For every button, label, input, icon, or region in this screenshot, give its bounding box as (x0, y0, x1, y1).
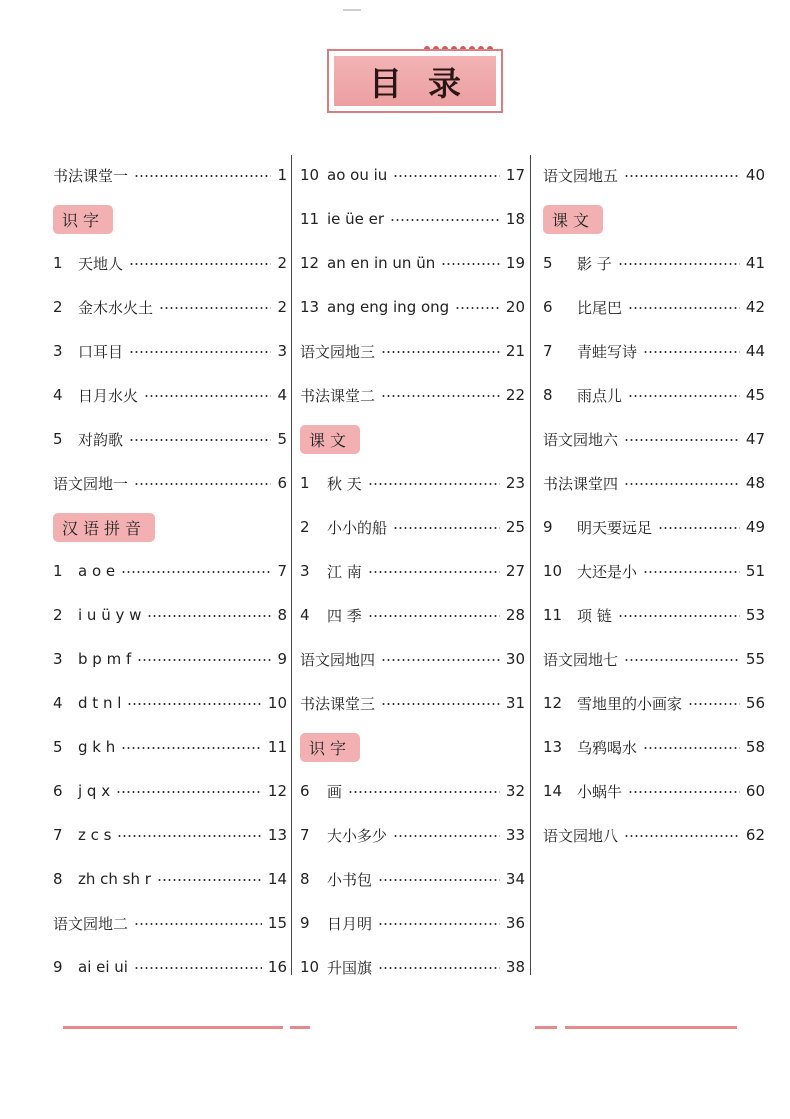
toc-entry[interactable] (543, 549, 765, 593)
toc-entry-number: 12 (543, 694, 563, 712)
toc-entry-number: 1 (53, 254, 63, 272)
toc-entry-label: 四 季 (327, 606, 362, 625)
toc-entry-page: 4 (277, 386, 287, 404)
toc-entry[interactable] (300, 153, 525, 197)
dot-leader (381, 703, 500, 705)
bottom-rule-right (565, 1026, 737, 1029)
toc-entry-page: 9 (277, 650, 287, 668)
dot-leader (127, 703, 262, 705)
toc-entry[interactable] (300, 813, 525, 857)
dot-leader (378, 967, 500, 969)
dot-leader (688, 703, 740, 705)
toc-entry-number: 5 (53, 738, 63, 756)
toc-entry-number: 13 (300, 298, 320, 316)
toc-entry[interactable] (543, 153, 765, 197)
toc-column-1 (53, 153, 287, 989)
toc-entry[interactable] (543, 373, 765, 417)
toc-entry-page: 23 (505, 474, 525, 492)
toc-entry-number: 4 (53, 386, 63, 404)
toc-entry-page: 10 (267, 694, 287, 712)
toc-entry-page: 38 (505, 958, 525, 976)
dot-leader (643, 747, 740, 749)
toc-entry-number: 6 (543, 298, 553, 316)
toc-entry-number: 10 (543, 562, 563, 580)
toc-entry-label: 语文园地五 (543, 166, 619, 185)
toc-entry-label: b p m f (78, 650, 132, 668)
toc-entry-number: 13 (543, 738, 563, 756)
section-badge: 课文 (300, 425, 360, 454)
toc-entry[interactable] (543, 285, 765, 329)
toc-entry-page: 33 (505, 826, 525, 844)
toc-entry[interactable] (543, 681, 765, 725)
toc-entry-label: d t n l (78, 694, 122, 712)
toc-entry-label: 大还是小 (577, 562, 638, 581)
toc-entry-page: 17 (505, 166, 525, 184)
dot-leader (147, 615, 271, 617)
toc-entry-number: 5 (543, 254, 553, 272)
toc-entry-label: 升国旗 (327, 958, 373, 977)
toc-entry[interactable] (300, 197, 525, 241)
dot-leader (134, 967, 262, 969)
toc-entry-label: 画 (327, 782, 343, 801)
toc-entry[interactable] (53, 725, 287, 769)
section-header (53, 505, 287, 549)
toc-entry-label: 雪地里的小画家 (577, 694, 683, 713)
toc-entry-number: 9 (300, 914, 310, 932)
toc-entry-number: 7 (543, 342, 553, 360)
toc-entry[interactable] (300, 945, 525, 989)
section-badge: 识字 (53, 205, 113, 234)
dot-leader (643, 351, 740, 353)
dot-leader (455, 307, 500, 309)
toc-entry-label: 金木水火土 (78, 298, 154, 317)
toc-entry-label: j q x (78, 782, 111, 800)
toc-entry-page: 7 (277, 562, 287, 580)
dot-leader (441, 263, 500, 265)
toc-entry-label: 语文园地三 (300, 342, 376, 361)
toc-entry[interactable] (53, 637, 287, 681)
toc-entry-label: g k h (78, 738, 116, 756)
toc-entry-label: 小蜗牛 (577, 782, 623, 801)
toc-entry-page: 44 (745, 342, 765, 360)
toc-entry-number: 12 (300, 254, 320, 272)
dot-leader (393, 527, 500, 529)
top-mark (343, 9, 361, 11)
section-header (543, 197, 765, 241)
toc-entry-label: 语文园地八 (543, 826, 619, 845)
toc-entry-number: 7 (300, 826, 310, 844)
toc-entry-page: 30 (505, 650, 525, 668)
section-header (53, 197, 287, 241)
toc-entry-page: 12 (267, 782, 287, 800)
toc-entry[interactable] (300, 461, 525, 505)
dot-leader (624, 483, 740, 485)
toc-entry-page: 13 (267, 826, 287, 844)
toc-entry-label: 雨点儿 (577, 386, 623, 405)
dot-leader (134, 483, 271, 485)
dot-leader (628, 307, 740, 309)
toc-entry-label: 语文园地四 (300, 650, 376, 669)
toc-entry[interactable] (53, 901, 287, 945)
toc-entry-page: 20 (505, 298, 525, 316)
toc-entry-label: 明天要远足 (577, 518, 653, 537)
toc-entry[interactable] (53, 813, 287, 857)
title-frame (327, 49, 503, 113)
toc-entry-label: 小小的船 (327, 518, 388, 537)
section-header (300, 725, 525, 769)
toc-entry-label: i u ü y w (78, 606, 142, 624)
toc-entry-page: 15 (267, 914, 287, 932)
toc-entry[interactable] (300, 857, 525, 901)
toc-entry-number: 8 (543, 386, 553, 404)
toc-entry-label: 对韵歌 (78, 430, 124, 449)
toc-entry-page: 62 (745, 826, 765, 844)
dot-leader (368, 615, 500, 617)
toc-entry-page: 27 (505, 562, 525, 580)
toc-entry-page: 19 (505, 254, 525, 272)
toc-entry-page: 6 (277, 474, 287, 492)
toc-entry-label: ao ou iu (327, 166, 388, 184)
dot-leader (129, 351, 271, 353)
toc-entry-label: 天地人 (78, 254, 124, 273)
toc-entry-page: 5 (277, 430, 287, 448)
toc-entry[interactable] (53, 329, 287, 373)
toc-entry-page: 47 (745, 430, 765, 448)
toc-entry-number: 8 (300, 870, 310, 888)
toc-entry-label: 书法课堂四 (543, 474, 619, 493)
section-header (300, 417, 525, 461)
dot-leader (628, 791, 740, 793)
dot-leader (624, 659, 740, 661)
bottom-rule-right-stub (535, 1026, 557, 1029)
section-badge: 汉语拼音 (53, 513, 155, 542)
toc-entry-number: 10 (300, 958, 320, 976)
dot-leader (368, 483, 500, 485)
column-divider-2 (530, 155, 531, 975)
toc-entry-label: 书法课堂一 (53, 166, 129, 185)
toc-entry-page: 34 (505, 870, 525, 888)
toc-column-2 (300, 153, 525, 989)
toc-entry[interactable] (53, 549, 287, 593)
title-banner (327, 43, 507, 115)
toc-entry-page: 31 (505, 694, 525, 712)
toc-entry[interactable] (53, 681, 287, 725)
dot-leader (378, 923, 500, 925)
toc-entry-page: 41 (745, 254, 765, 272)
toc-entry[interactable] (53, 241, 287, 285)
toc-entry-page: 55 (745, 650, 765, 668)
dot-leader (368, 571, 500, 573)
toc-entry-number: 9 (543, 518, 553, 536)
toc-entry-number: 11 (300, 210, 320, 228)
dot-leader (378, 879, 500, 881)
dot-leader (381, 395, 500, 397)
section-badge: 识字 (300, 733, 360, 762)
toc-entry-page: 1 (277, 166, 287, 184)
toc-entry[interactable] (300, 681, 525, 725)
toc-entry-label: an en in un ün (327, 254, 436, 272)
section-badge: 课文 (543, 205, 603, 234)
toc-entry-label: ie üe er (327, 210, 385, 228)
dot-leader (381, 659, 500, 661)
dot-leader (116, 791, 262, 793)
dot-leader (624, 835, 740, 837)
toc-entry-number: 14 (543, 782, 563, 800)
toc-entry-label: 口耳目 (78, 342, 124, 361)
dot-leader (134, 923, 262, 925)
toc-entry[interactable] (53, 593, 287, 637)
dot-leader (618, 615, 740, 617)
toc-entry-label: 日月明 (327, 914, 373, 933)
toc-entry-label: a o e (78, 562, 116, 580)
dot-leader (658, 527, 740, 529)
toc-entry-label: 大小多少 (327, 826, 388, 845)
toc-entry-page: 16 (267, 958, 287, 976)
toc-entry-page: 18 (505, 210, 525, 228)
toc-entry-number: 9 (53, 958, 63, 976)
dot-leader (134, 175, 271, 177)
toc-entry[interactable] (543, 769, 765, 813)
toc-entry-number: 3 (53, 342, 63, 360)
toc-entry-label: 书法课堂三 (300, 694, 376, 713)
toc-entry-number: 3 (53, 650, 63, 668)
toc-entry-page: 25 (505, 518, 525, 536)
toc-entry[interactable] (53, 153, 287, 197)
title-inner (334, 56, 496, 106)
toc-entry-label: z c s (78, 826, 112, 844)
toc-entry[interactable] (300, 549, 525, 593)
toc-entry-page: 58 (745, 738, 765, 756)
dot-leader (121, 747, 262, 749)
toc-entry[interactable] (543, 461, 765, 505)
toc-entry[interactable] (53, 373, 287, 417)
toc-entry[interactable] (543, 637, 765, 681)
bottom-rule-left (63, 1026, 283, 1029)
column-divider-1 (291, 155, 292, 975)
toc-entry-page: 2 (277, 298, 287, 316)
toc-entry-label: 青蛙写诗 (577, 342, 638, 361)
dot-leader (624, 175, 740, 177)
toc-entry-number: 1 (53, 562, 63, 580)
toc-entry[interactable] (543, 725, 765, 769)
toc-entry-number: 11 (543, 606, 563, 624)
toc-entry-number: 8 (53, 870, 63, 888)
toc-entry-label: 语文园地二 (53, 914, 129, 933)
toc-entry-page: 45 (745, 386, 765, 404)
toc-entry[interactable] (543, 417, 765, 461)
toc-entry[interactable] (300, 505, 525, 549)
toc-entry-number: 7 (53, 826, 63, 844)
toc-entry[interactable] (53, 945, 287, 989)
toc-entry[interactable] (300, 241, 525, 285)
toc-entry[interactable] (53, 857, 287, 901)
toc-entry-number: 3 (300, 562, 310, 580)
toc-entry[interactable] (300, 329, 525, 373)
toc-entry-page: 51 (745, 562, 765, 580)
toc-entry-page: 8 (277, 606, 287, 624)
dot-leader (381, 351, 500, 353)
dot-leader (121, 571, 271, 573)
toc-entry-number: 6 (300, 782, 310, 800)
toc-entry-page: 22 (505, 386, 525, 404)
toc-entry-number: 5 (53, 430, 63, 448)
toc-entry-number: 4 (53, 694, 63, 712)
dot-leader (159, 307, 271, 309)
toc-entry-page: 40 (745, 166, 765, 184)
toc-entry[interactable] (543, 505, 765, 549)
toc-entry-number: 6 (53, 782, 63, 800)
dot-leader (157, 879, 262, 881)
toc-entry-page: 49 (745, 518, 765, 536)
toc-entry-page: 11 (267, 738, 287, 756)
toc-entry[interactable] (53, 769, 287, 813)
toc-entry-page: 21 (505, 342, 525, 360)
dot-leader (348, 791, 500, 793)
toc-entry-label: ai ei ui (78, 958, 128, 976)
toc-entry-label: ang eng ing ong (327, 298, 450, 316)
toc-entry-label: 项 链 (577, 606, 612, 625)
dot-leader (618, 263, 740, 265)
dot-leader (137, 659, 271, 661)
toc-entry[interactable] (300, 769, 525, 813)
toc-entry-label: 乌鸦喝水 (577, 738, 638, 757)
toc-entry[interactable] (53, 285, 287, 329)
page-title: 目录 (369, 63, 487, 103)
toc-entry[interactable] (300, 373, 525, 417)
dot-leader (144, 395, 271, 397)
toc-entry-page: 53 (745, 606, 765, 624)
toc-entry[interactable] (543, 593, 765, 637)
toc-entry[interactable] (300, 593, 525, 637)
toc-entry-label: 比尾巴 (577, 298, 623, 317)
toc-entry-page: 56 (745, 694, 765, 712)
toc-entry-page: 28 (505, 606, 525, 624)
toc-entry-page: 60 (745, 782, 765, 800)
toc-entry-number: 2 (300, 518, 310, 536)
dot-leader (628, 395, 740, 397)
toc-entry[interactable] (53, 417, 287, 461)
dot-leader (117, 835, 261, 837)
dot-leader (624, 439, 740, 441)
toc-entry-number: 1 (300, 474, 310, 492)
toc-entry[interactable] (53, 461, 287, 505)
toc-entry-label: 小书包 (327, 870, 373, 889)
toc-entry-number: 4 (300, 606, 310, 624)
toc-entry-page: 32 (505, 782, 525, 800)
toc-entry-label: 江 南 (327, 562, 362, 581)
toc-entry-label: 书法课堂二 (300, 386, 376, 405)
toc-entry-number: 10 (300, 166, 320, 184)
toc-entry-number: 2 (53, 606, 63, 624)
toc-entry[interactable] (300, 637, 525, 681)
toc-entry-label: 语文园地七 (543, 650, 619, 669)
toc-entry-label: 语文园地六 (543, 430, 619, 449)
toc-entry[interactable] (300, 285, 525, 329)
toc-entry-label: 秋 天 (327, 474, 362, 493)
toc-entry[interactable] (543, 241, 765, 285)
toc-entry-label: 影 子 (577, 254, 612, 273)
dot-leader (643, 571, 740, 573)
toc-column-3 (543, 153, 765, 857)
dot-leader (393, 175, 500, 177)
dot-leader (129, 439, 271, 441)
toc-entry-label: 日月水火 (78, 386, 139, 405)
toc-entry-page: 14 (267, 870, 287, 888)
toc-entry-page: 3 (277, 342, 287, 360)
toc-entry-page: 36 (505, 914, 525, 932)
toc-entry-label: zh ch sh r (78, 870, 151, 888)
toc-entry-number: 2 (53, 298, 63, 316)
toc-entry-page: 42 (745, 298, 765, 316)
dot-leader (393, 835, 500, 837)
toc-entry-label: 语文园地一 (53, 474, 129, 493)
toc-entry[interactable] (300, 901, 525, 945)
dot-leader (129, 263, 271, 265)
toc-entry[interactable] (543, 329, 765, 373)
toc-entry[interactable] (543, 813, 765, 857)
toc-entry-page: 48 (745, 474, 765, 492)
dot-leader (390, 219, 500, 221)
bottom-rule-left-stub (290, 1026, 310, 1029)
toc-entry-page: 2 (277, 254, 287, 272)
